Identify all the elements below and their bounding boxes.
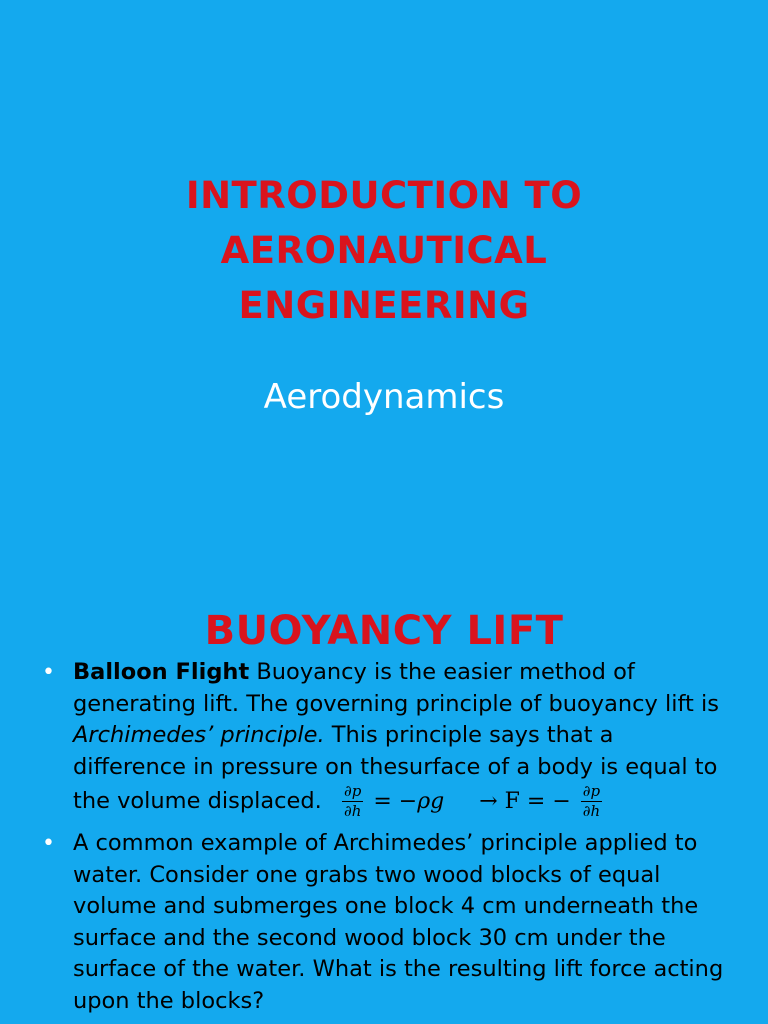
fraction-denominator: ∂h (343, 802, 362, 820)
fraction-dp-dh-2 (581, 783, 602, 820)
fraction-numerator: ∂p (343, 782, 362, 800)
fraction-numerator-2: ∂p (582, 782, 601, 800)
buoyancy-slide (0, 512, 768, 1024)
bullet-text: A common example of Archimedes’ principle applied to water. Consider one grabs two wood blocks of equal volume and submerges one block 4 cm underneath the surface and the second wood block 30 cm under the surface of the water. What is the resulting lift force acting upon the blocks? (73, 830, 724, 1014)
formula-arrow: → F = − (479, 788, 571, 814)
bullet-text-b: This principle says that a difference in pressure on thesurface of a body is equal to the volume displaced. (73, 722, 718, 814)
slide-title: BUOYANCY LIFT (204, 608, 564, 654)
bullet-italic: Archimedes’ principle. (73, 722, 325, 748)
main-title-line-2: AERONAUTICAL (220, 229, 548, 272)
formula-equals: = −ρg (373, 788, 445, 814)
main-title-line-1: INTRODUCTION TO (185, 174, 583, 217)
bullet-dot-icon: • (42, 831, 55, 856)
bullet-lead: Balloon Flight (73, 659, 250, 685)
bullet-balloon-flight (42, 657, 732, 820)
fraction-dp-dh (342, 783, 363, 820)
main-title (0, 168, 768, 333)
fraction-denominator-2: ∂h (582, 802, 601, 820)
buoyancy-formula (339, 783, 605, 820)
bullet-dot-icon: • (42, 660, 55, 685)
bullet-list (42, 657, 732, 1017)
bullet-text-a: Buoyancy is the easier method of generating lift. The governing principle of buoyancy lift is (73, 659, 719, 717)
bullet-archimedes-example (42, 828, 732, 1017)
main-title-line-3: ENGINEERING (238, 284, 530, 327)
subtitle: Aerodynamics (263, 377, 505, 417)
